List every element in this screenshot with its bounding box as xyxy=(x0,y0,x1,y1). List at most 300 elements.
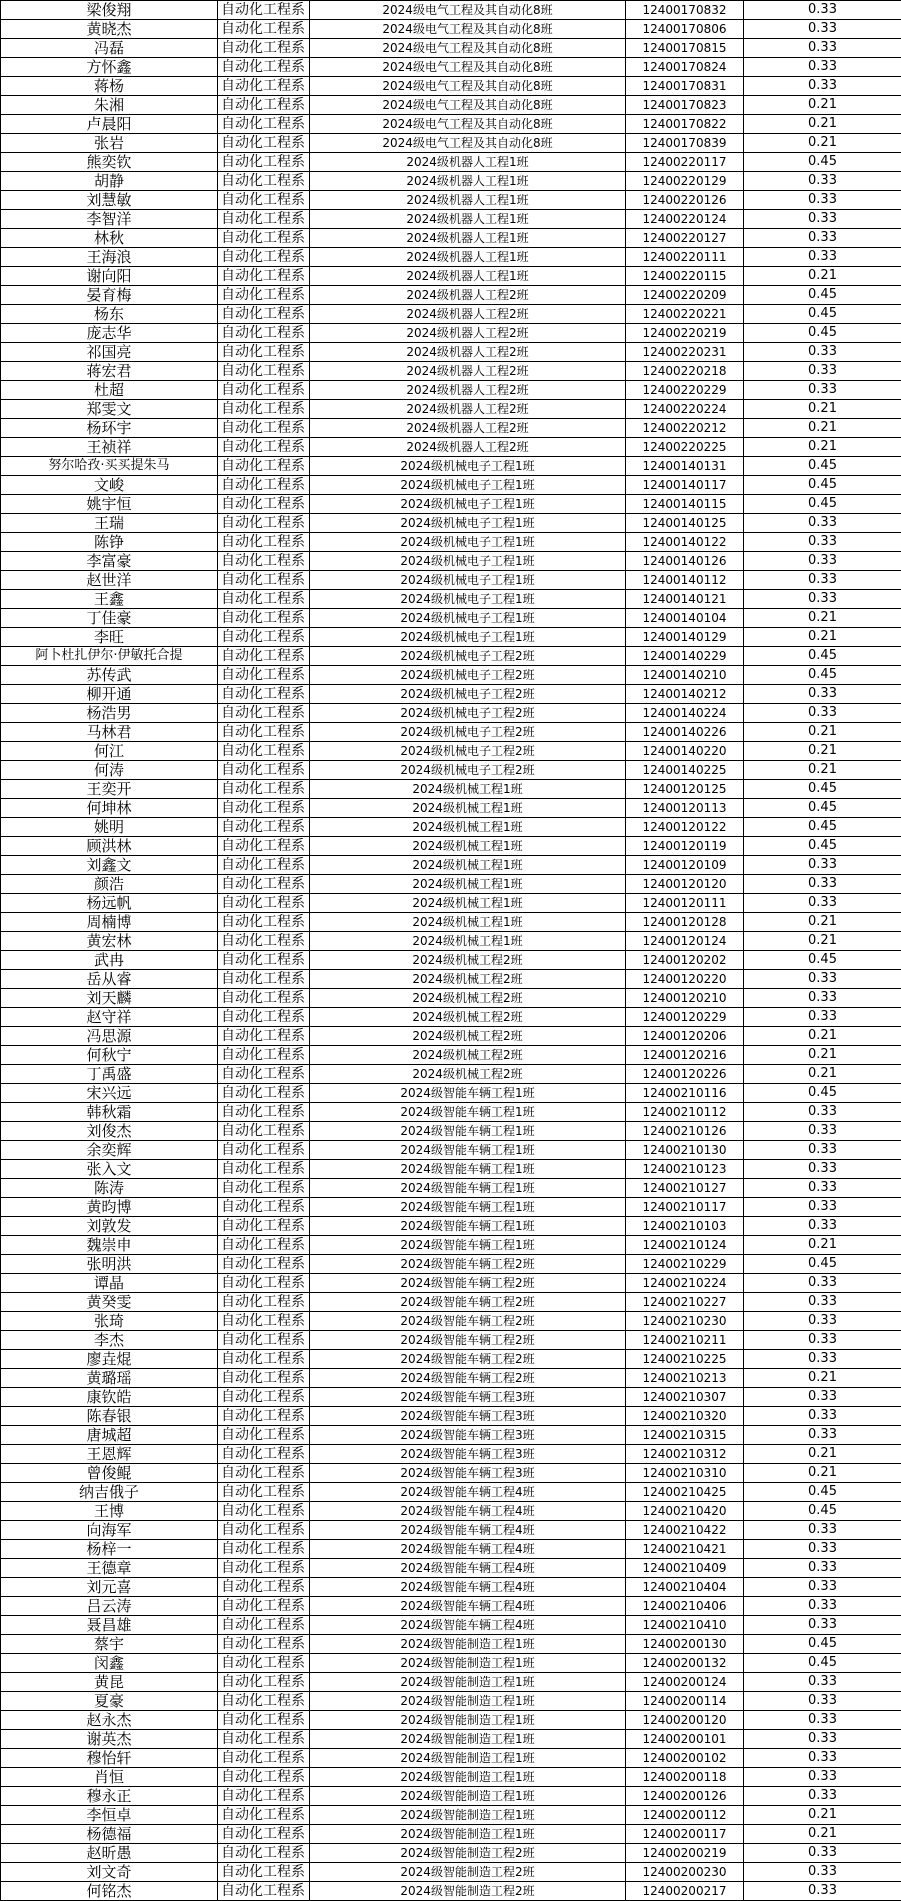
department-cell: 自动化工程系 xyxy=(218,761,310,780)
table-row xyxy=(1,571,901,590)
score-cell: 0.45 xyxy=(744,1654,901,1673)
score-cell: 0.45 xyxy=(744,1255,901,1274)
department-cell: 自动化工程系 xyxy=(218,476,310,495)
table-row xyxy=(1,1882,901,1901)
student-id-cell: 12400200112 xyxy=(626,1806,744,1825)
student-id-cell: 12400200132 xyxy=(626,1654,744,1673)
class-name-cell: 2024级机械工程1班 xyxy=(310,799,626,818)
student-id-cell: 12400220129 xyxy=(626,172,744,191)
student-name-cell: 赵世洋 xyxy=(1,571,218,590)
student-id-cell: 12400210421 xyxy=(626,1540,744,1559)
student-id-cell: 12400140117 xyxy=(626,476,744,495)
class-name-cell: 2024级智能车辆工程2班 xyxy=(310,1255,626,1274)
class-name-cell: 2024级智能车辆工程4班 xyxy=(310,1559,626,1578)
student-name-cell: 余奕辉 xyxy=(1,1141,218,1160)
score-cell: 0.21 xyxy=(744,1027,901,1046)
class-name-cell: 2024级智能制造工程1班 xyxy=(310,1825,626,1844)
student-name-cell: 宋兴远 xyxy=(1,1084,218,1103)
class-name-cell: 2024级智能制造工程1班 xyxy=(310,1787,626,1806)
student-id-cell: 12400210126 xyxy=(626,1122,744,1141)
student-name-cell: 曾俊鲲 xyxy=(1,1464,218,1483)
student-id-cell: 12400140122 xyxy=(626,533,744,552)
class-name-cell: 2024级智能车辆工程1班 xyxy=(310,1122,626,1141)
table-row xyxy=(1,1483,901,1502)
department-cell: 自动化工程系 xyxy=(218,989,310,1008)
score-cell: 0.21 xyxy=(744,1806,901,1825)
student-id-cell: 12400200130 xyxy=(626,1635,744,1654)
student-id-cell: 12400220218 xyxy=(626,362,744,381)
department-cell: 自动化工程系 xyxy=(218,1103,310,1122)
department-cell: 自动化工程系 xyxy=(218,666,310,685)
department-cell: 自动化工程系 xyxy=(218,1825,310,1844)
student-id-cell: 12400170815 xyxy=(626,39,744,58)
score-cell: 0.33 xyxy=(744,970,901,989)
student-id-cell: 12400200102 xyxy=(626,1749,744,1768)
student-id-cell: 12400170839 xyxy=(626,134,744,153)
student-id-cell: 12400140131 xyxy=(626,457,744,476)
department-cell: 自动化工程系 xyxy=(218,1711,310,1730)
class-name-cell: 2024级机械电子工程1班 xyxy=(310,628,626,647)
department-cell: 自动化工程系 xyxy=(218,1540,310,1559)
score-cell: 0.33 xyxy=(744,1179,901,1198)
table-row xyxy=(1,305,901,324)
table-row xyxy=(1,381,901,400)
score-cell: 0.33 xyxy=(744,39,901,58)
table-row xyxy=(1,267,901,286)
table-row xyxy=(1,210,901,229)
score-cell: 0.21 xyxy=(744,1445,901,1464)
student-name-cell: 蒋宏君 xyxy=(1,362,218,381)
class-name-cell: 2024级智能制造工程1班 xyxy=(310,1654,626,1673)
class-name-cell: 2024级智能车辆工程4班 xyxy=(310,1597,626,1616)
department-cell: 自动化工程系 xyxy=(218,571,310,590)
class-name-cell: 2024级机械电子工程1班 xyxy=(310,457,626,476)
class-name-cell: 2024级智能车辆工程4班 xyxy=(310,1521,626,1540)
student-name-cell: 刘元喜 xyxy=(1,1578,218,1597)
class-name-cell: 2024级机械工程2班 xyxy=(310,1065,626,1084)
class-name-cell: 2024级智能车辆工程1班 xyxy=(310,1198,626,1217)
department-cell: 自动化工程系 xyxy=(218,153,310,172)
student-id-cell: 12400120109 xyxy=(626,856,744,875)
department-cell: 自动化工程系 xyxy=(218,343,310,362)
table-row xyxy=(1,1844,901,1863)
class-name-cell: 2024级机械工程2班 xyxy=(310,951,626,970)
score-cell: 0.33 xyxy=(744,77,901,96)
class-name-cell: 2024级机器人工程2班 xyxy=(310,305,626,324)
student-id-cell: 12400120124 xyxy=(626,932,744,951)
department-cell: 自动化工程系 xyxy=(218,1863,310,1882)
student-name-cell: 王博 xyxy=(1,1502,218,1521)
department-cell: 自动化工程系 xyxy=(218,1578,310,1597)
student-id-cell: 12400120220 xyxy=(626,970,744,989)
table-row xyxy=(1,628,901,647)
student-id-cell: 12400220127 xyxy=(626,229,744,248)
score-cell: 0.33 xyxy=(744,1616,901,1635)
table-row xyxy=(1,1540,901,1559)
student-id-cell: 12400120125 xyxy=(626,780,744,799)
table-row xyxy=(1,742,901,761)
department-cell: 自动化工程系 xyxy=(218,685,310,704)
student-name-cell: 穆永正 xyxy=(1,1787,218,1806)
student-name-cell: 黄璐瑶 xyxy=(1,1369,218,1388)
department-cell: 自动化工程系 xyxy=(218,1483,310,1502)
class-name-cell: 2024级机器人工程1班 xyxy=(310,153,626,172)
table-row xyxy=(1,248,901,267)
table-row xyxy=(1,457,901,476)
student-id-cell: 12400200117 xyxy=(626,1825,744,1844)
department-cell: 自动化工程系 xyxy=(218,1749,310,1768)
department-cell: 自动化工程系 xyxy=(218,96,310,115)
table-row xyxy=(1,1464,901,1483)
table-row xyxy=(1,1008,901,1027)
student-name-cell: 岳从睿 xyxy=(1,970,218,989)
score-cell: 0.33 xyxy=(744,1217,901,1236)
student-id-cell: 12400210422 xyxy=(626,1521,744,1540)
score-cell: 0.33 xyxy=(744,1198,901,1217)
student-id-cell: 12400220221 xyxy=(626,305,744,324)
score-cell: 0.21 xyxy=(744,932,901,951)
score-cell: 0.33 xyxy=(744,1730,901,1749)
student-id-cell: 12400210116 xyxy=(626,1084,744,1103)
student-id-cell: 12400210410 xyxy=(626,1616,744,1635)
class-name-cell: 2024级机械电子工程2班 xyxy=(310,704,626,723)
table-row xyxy=(1,1065,901,1084)
student-name-cell: 谢英杰 xyxy=(1,1730,218,1749)
student-name-cell: 吕云涛 xyxy=(1,1597,218,1616)
score-cell: 0.33 xyxy=(744,590,901,609)
department-cell: 自动化工程系 xyxy=(218,248,310,267)
student-id-cell: 12400120111 xyxy=(626,894,744,913)
student-id-cell: 12400220219 xyxy=(626,324,744,343)
class-name-cell: 2024级机器人工程2班 xyxy=(310,438,626,457)
student-name-cell: 王瑞 xyxy=(1,514,218,533)
student-id-cell: 12400140112 xyxy=(626,571,744,590)
class-name-cell: 2024级机器人工程2班 xyxy=(310,324,626,343)
student-id-cell: 12400210425 xyxy=(626,1483,744,1502)
table-row xyxy=(1,1730,901,1749)
score-cell: 0.33 xyxy=(744,1768,901,1787)
student-name-cell: 刘俊杰 xyxy=(1,1122,218,1141)
student-id-cell: 12400210227 xyxy=(626,1293,744,1312)
table-row xyxy=(1,438,901,457)
department-cell: 自动化工程系 xyxy=(218,1179,310,1198)
class-name-cell: 2024级智能车辆工程2班 xyxy=(310,1331,626,1350)
student-name-cell: 郑雯文 xyxy=(1,400,218,419)
student-id-cell: 12400200219 xyxy=(626,1844,744,1863)
class-name-cell: 2024级机械电子工程1班 xyxy=(310,476,626,495)
class-name-cell: 2024级机器人工程1班 xyxy=(310,191,626,210)
class-name-cell: 2024级机器人工程1班 xyxy=(310,267,626,286)
class-name-cell: 2024级智能车辆工程4班 xyxy=(310,1540,626,1559)
student-id-cell: 12400170806 xyxy=(626,20,744,39)
table-row xyxy=(1,1863,901,1882)
student-id-cell: 12400170824 xyxy=(626,58,744,77)
class-name-cell: 2024级电气工程及其自动化8班 xyxy=(310,134,626,153)
student-id-cell: 12400140125 xyxy=(626,514,744,533)
department-cell: 自动化工程系 xyxy=(218,1084,310,1103)
score-cell: 0.33 xyxy=(744,1,901,20)
student-id-cell: 12400210406 xyxy=(626,1597,744,1616)
table-row xyxy=(1,1749,901,1768)
class-name-cell: 2024级智能车辆工程3班 xyxy=(310,1407,626,1426)
class-name-cell: 2024级机械工程2班 xyxy=(310,989,626,1008)
table-row xyxy=(1,1179,901,1198)
student-id-cell: 12400170832 xyxy=(626,1,744,20)
student-name-cell: 谭晶 xyxy=(1,1274,218,1293)
student-id-cell: 12400210211 xyxy=(626,1331,744,1350)
score-cell: 0.21 xyxy=(744,913,901,932)
student-name-cell: 马林君 xyxy=(1,723,218,742)
score-cell: 0.21 xyxy=(744,1825,901,1844)
score-cell: 0.33 xyxy=(744,1521,901,1540)
class-name-cell: 2024级电气工程及其自动化8班 xyxy=(310,1,626,20)
department-cell: 自动化工程系 xyxy=(218,1407,310,1426)
table-row xyxy=(1,1578,901,1597)
table-row xyxy=(1,495,901,514)
department-cell: 自动化工程系 xyxy=(218,457,310,476)
student-name-cell: 庞志华 xyxy=(1,324,218,343)
table-row xyxy=(1,343,901,362)
department-cell: 自动化工程系 xyxy=(218,1008,310,1027)
table-row xyxy=(1,875,901,894)
score-cell: 0.45 xyxy=(744,286,901,305)
table-row xyxy=(1,514,901,533)
student-name-cell: 肖恒 xyxy=(1,1768,218,1787)
class-name-cell: 2024级智能车辆工程4班 xyxy=(310,1483,626,1502)
score-cell: 0.33 xyxy=(744,1578,901,1597)
class-name-cell: 2024级机器人工程2班 xyxy=(310,362,626,381)
table-row xyxy=(1,1635,901,1654)
table-row xyxy=(1,1654,901,1673)
student-name-cell: 陈铮 xyxy=(1,533,218,552)
table-row xyxy=(1,1293,901,1312)
student-name-cell: 冯磊 xyxy=(1,39,218,58)
department-cell: 自动化工程系 xyxy=(218,1255,310,1274)
student-id-cell: 12400140104 xyxy=(626,609,744,628)
class-name-cell: 2024级机械工程1班 xyxy=(310,875,626,894)
student-name-cell: 王鑫 xyxy=(1,590,218,609)
student-id-cell: 12400120119 xyxy=(626,837,744,856)
table-row xyxy=(1,723,901,742)
table-row xyxy=(1,1673,901,1692)
student-id-cell: 12400170822 xyxy=(626,115,744,134)
class-name-cell: 2024级智能制造工程2班 xyxy=(310,1882,626,1901)
table-row xyxy=(1,1331,901,1350)
table-row xyxy=(1,666,901,685)
table-row xyxy=(1,685,901,704)
department-cell: 自动化工程系 xyxy=(218,1882,310,1901)
score-cell: 0.33 xyxy=(744,856,901,875)
student-name-cell: 武冉 xyxy=(1,951,218,970)
department-cell: 自动化工程系 xyxy=(218,1160,310,1179)
class-name-cell: 2024级智能车辆工程1班 xyxy=(310,1084,626,1103)
department-cell: 自动化工程系 xyxy=(218,191,310,210)
department-cell: 自动化工程系 xyxy=(218,39,310,58)
department-cell: 自动化工程系 xyxy=(218,1293,310,1312)
score-cell: 0.21 xyxy=(744,742,901,761)
score-cell: 0.21 xyxy=(744,419,901,438)
table-row xyxy=(1,1122,901,1141)
student-name-cell: 努尔哈孜·买买提朱马 xyxy=(1,457,218,476)
table-row xyxy=(1,1084,901,1103)
student-id-cell: 12400220212 xyxy=(626,419,744,438)
table-row xyxy=(1,837,901,856)
department-cell: 自动化工程系 xyxy=(218,742,310,761)
student-name-cell: 张明洪 xyxy=(1,1255,218,1274)
student-id-cell: 12400210130 xyxy=(626,1141,744,1160)
class-name-cell: 2024级智能制造工程1班 xyxy=(310,1673,626,1692)
score-cell: 0.33 xyxy=(744,533,901,552)
department-cell: 自动化工程系 xyxy=(218,1141,310,1160)
score-cell: 0.33 xyxy=(744,1711,901,1730)
class-name-cell: 2024级机械电子工程2班 xyxy=(310,647,626,666)
student-name-cell: 姚明 xyxy=(1,818,218,837)
table-row xyxy=(1,894,901,913)
table-row xyxy=(1,609,901,628)
department-cell: 自动化工程系 xyxy=(218,1692,310,1711)
class-name-cell: 2024级智能制造工程1班 xyxy=(310,1692,626,1711)
score-cell: 0.45 xyxy=(744,457,901,476)
department-cell: 自动化工程系 xyxy=(218,1616,310,1635)
department-cell: 自动化工程系 xyxy=(218,210,310,229)
student-name-cell: 李富豪 xyxy=(1,552,218,571)
department-cell: 自动化工程系 xyxy=(218,419,310,438)
class-name-cell: 2024级机械电子工程1班 xyxy=(310,533,626,552)
table-row xyxy=(1,1046,901,1065)
class-name-cell: 2024级智能车辆工程3班 xyxy=(310,1445,626,1464)
table-row xyxy=(1,1616,901,1635)
student-id-cell: 12400220111 xyxy=(626,248,744,267)
student-id-cell: 12400140210 xyxy=(626,666,744,685)
student-id-cell: 12400120229 xyxy=(626,1008,744,1027)
class-name-cell: 2024级机械工程1班 xyxy=(310,913,626,932)
student-name-cell: 蒋杨 xyxy=(1,77,218,96)
student-name-cell: 朱湘 xyxy=(1,96,218,115)
class-name-cell: 2024级机器人工程1班 xyxy=(310,248,626,267)
student-id-cell: 12400140229 xyxy=(626,647,744,666)
student-id-cell: 12400200124 xyxy=(626,1673,744,1692)
student-name-cell: 黄宏林 xyxy=(1,932,218,951)
student-id-cell: 12400210230 xyxy=(626,1312,744,1331)
student-name-cell: 黄昆 xyxy=(1,1673,218,1692)
department-cell: 自动化工程系 xyxy=(218,1236,310,1255)
table-row xyxy=(1,153,901,172)
class-name-cell: 2024级智能制造工程1班 xyxy=(310,1806,626,1825)
class-name-cell: 2024级电气工程及其自动化8班 xyxy=(310,20,626,39)
department-cell: 自动化工程系 xyxy=(218,818,310,837)
class-name-cell: 2024级智能车辆工程2班 xyxy=(310,1369,626,1388)
student-id-cell: 12400200126 xyxy=(626,1787,744,1806)
table-row xyxy=(1,1141,901,1160)
department-cell: 自动化工程系 xyxy=(218,1388,310,1407)
score-cell: 0.33 xyxy=(744,1407,901,1426)
table-row xyxy=(1,818,901,837)
department-cell: 自动化工程系 xyxy=(218,1426,310,1445)
class-name-cell: 2024级智能车辆工程2班 xyxy=(310,1293,626,1312)
department-cell: 自动化工程系 xyxy=(218,77,310,96)
class-name-cell: 2024级机械工程1班 xyxy=(310,856,626,875)
student-id-cell: 12400210312 xyxy=(626,1445,744,1464)
table-row xyxy=(1,1692,901,1711)
student-name-cell: 柳开通 xyxy=(1,685,218,704)
student-name-cell: 刘敦发 xyxy=(1,1217,218,1236)
student-id-cell: 12400170823 xyxy=(626,96,744,115)
student-id-cell: 12400210225 xyxy=(626,1350,744,1369)
score-cell: 0.33 xyxy=(744,571,901,590)
department-cell: 自动化工程系 xyxy=(218,1730,310,1749)
student-id-cell: 12400120122 xyxy=(626,818,744,837)
table-row xyxy=(1,533,901,552)
student-name-cell: 周楠博 xyxy=(1,913,218,932)
score-cell: 0.33 xyxy=(744,343,901,362)
student-name-cell: 夏豪 xyxy=(1,1692,218,1711)
student-id-cell: 12400120206 xyxy=(626,1027,744,1046)
table-row xyxy=(1,58,901,77)
student-name-cell: 晏育梅 xyxy=(1,286,218,305)
student-name-cell: 张入文 xyxy=(1,1160,218,1179)
table-row xyxy=(1,913,901,932)
score-cell: 0.33 xyxy=(744,1863,901,1882)
table-row xyxy=(1,286,901,305)
table-row xyxy=(1,1597,901,1616)
student-id-cell: 12400120226 xyxy=(626,1065,744,1084)
department-cell: 自动化工程系 xyxy=(218,1597,310,1616)
department-cell: 自动化工程系 xyxy=(218,1027,310,1046)
score-cell: 0.33 xyxy=(744,1388,901,1407)
score-cell: 0.33 xyxy=(744,58,901,77)
student-name-cell: 刘鑫文 xyxy=(1,856,218,875)
department-cell: 自动化工程系 xyxy=(218,362,310,381)
student-id-cell: 12400140129 xyxy=(626,628,744,647)
table-row xyxy=(1,1711,901,1730)
score-cell: 0.21 xyxy=(744,134,901,153)
department-cell: 自动化工程系 xyxy=(218,514,310,533)
student-name-cell: 陈涛 xyxy=(1,1179,218,1198)
department-cell: 自动化工程系 xyxy=(218,115,310,134)
score-cell: 0.33 xyxy=(744,1749,901,1768)
student-name-cell: 杨梓一 xyxy=(1,1540,218,1559)
student-name-cell: 方怀鑫 xyxy=(1,58,218,77)
student-name-cell: 林秋 xyxy=(1,229,218,248)
table-row xyxy=(1,400,901,419)
student-id-cell: 12400200217 xyxy=(626,1882,744,1901)
student-id-cell: 12400210124 xyxy=(626,1236,744,1255)
score-cell: 0.33 xyxy=(744,894,901,913)
score-cell: 0.33 xyxy=(744,1350,901,1369)
class-name-cell: 2024级智能车辆工程1班 xyxy=(310,1160,626,1179)
department-cell: 自动化工程系 xyxy=(218,324,310,343)
score-cell: 0.33 xyxy=(744,552,901,571)
class-name-cell: 2024级机械工程1班 xyxy=(310,780,626,799)
student-id-cell: 12400220229 xyxy=(626,381,744,400)
table-row xyxy=(1,1559,901,1578)
class-name-cell: 2024级机械工程1班 xyxy=(310,837,626,856)
student-name-cell: 杨远帆 xyxy=(1,894,218,913)
score-cell: 0.45 xyxy=(744,476,901,495)
department-cell: 自动化工程系 xyxy=(218,647,310,666)
student-id-cell: 12400210404 xyxy=(626,1578,744,1597)
student-id-cell: 12400220224 xyxy=(626,400,744,419)
student-id-cell: 12400220225 xyxy=(626,438,744,457)
student-id-cell: 12400210213 xyxy=(626,1369,744,1388)
department-cell: 自动化工程系 xyxy=(218,1654,310,1673)
table-row xyxy=(1,932,901,951)
student-name-cell: 苏传武 xyxy=(1,666,218,685)
table-row xyxy=(1,419,901,438)
student-name-cell: 梁俊翔 xyxy=(1,1,218,20)
student-name-cell: 杨东 xyxy=(1,305,218,324)
table-row xyxy=(1,951,901,970)
